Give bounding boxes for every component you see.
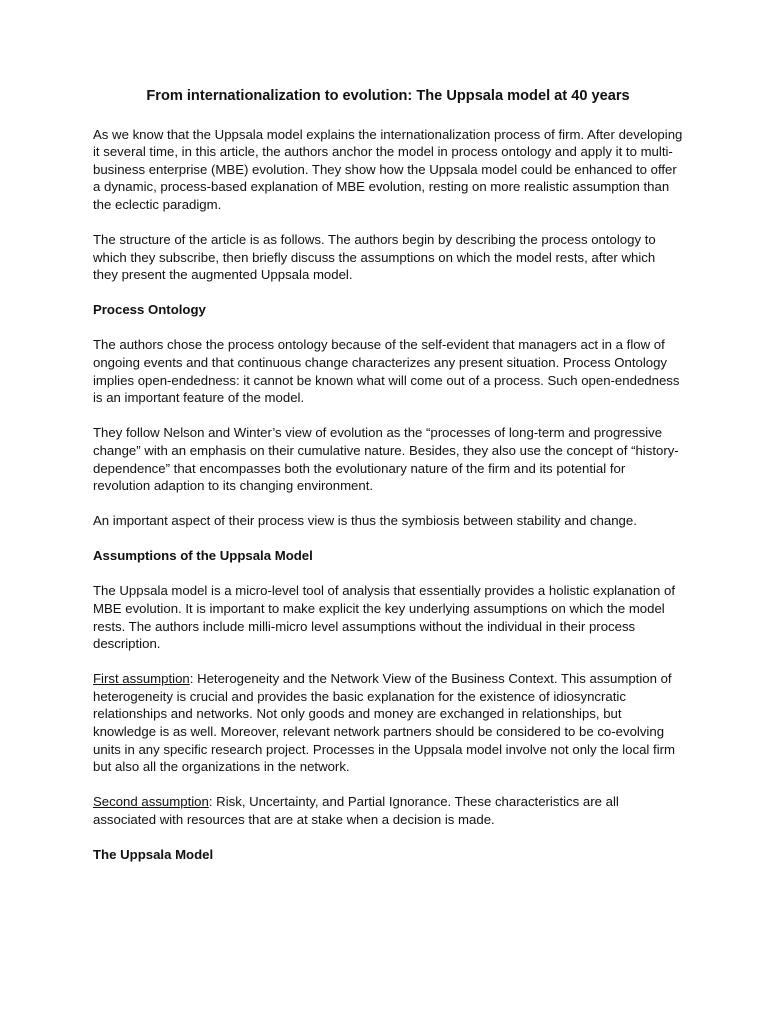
first-assumption-text: : Heterogeneity and the Network View of the Business Context. This assumption of heterogeneity is crucial and provides the basic explanation for the existence of idiosyncratic relationships and networks. Not only goods and money are exchanged in relationships, but knowledge is as well. Moreover, relevant network partners should be considered to be co-evolving units in any specific research project. Processes in the Uppsala model involve not only the local firm but also all the organizations in the network. — [93, 671, 675, 775]
section-heading-assumptions: Assumptions of the Uppsala Model — [93, 548, 313, 564]
section-heading-process-ontology: Process Ontology — [93, 302, 206, 318]
process-paragraph-3: An important aspect of their process view is thus the symbiosis between stability and change. — [93, 513, 637, 529]
second-assumption-label: Second assumption — [93, 794, 209, 810]
second-assumption-text: : Risk, Uncertainty, and Partial Ignorance. These characteristics are all associated with resources that are at stake when a decision is made. — [93, 794, 619, 827]
first-assumption-label: First assumption — [93, 671, 190, 687]
section-heading-uppsala-model: The Uppsala Model — [93, 847, 214, 862]
process-paragraph-1: The authors chose the process ontology because of the self-evident that managers act in a flow of ongoing events and that continuous change characterizes any present situation. Process Ontology implies open-endedness: it cannot be known what will come out of a process. Such open-endedness is an important feature of the model. — [93, 337, 680, 406]
first-assumption-paragraph — [93, 670, 683, 776]
second-assumption-paragraph — [93, 793, 683, 828]
process-paragraph-2: They follow Nelson and Winter’s view of evolution as the “processes of long-term and progressive change” with an emphasis on their cumulative nature. Besides, they also use the concept of “history-dependence” that encompasses both the evolutionary nature of the firm and its potential for revolution adaption to its changing environment. — [93, 425, 679, 494]
document-title: From internationalization to evolution: The Uppsala model at 40 years — [146, 88, 630, 104]
document-page — [93, 88, 683, 881]
assumptions-paragraph-1: The Uppsala model is a micro-level tool of analysis that essentially provides a holistic explanation of MBE evolution. It is important to make explicit the key underlying assumptions on which the model rests. The authors include milli-micro level assumptions without the individual in their process description. — [93, 583, 676, 652]
intro-paragraph-1: As we know that the Uppsala model explains the internationalization process of firm. After developing it several time, in this article, the authors anchor the model in process ontology and apply it to multi-business enterprise (MBE) evolution. They show how the Uppsala model could be enhanced to offer a dynamic, process-based explanation of MBE evolution, resting on more realistic assumption than the eclectic paradigm. — [93, 126, 683, 212]
intro-paragraph-2: The structure of the article is as follows. The authors begin by describing the process ontology to which they subscribe, then briefly discuss the assumptions on which the model rests, after which they present the augmented Uppsala model. — [93, 232, 656, 283]
